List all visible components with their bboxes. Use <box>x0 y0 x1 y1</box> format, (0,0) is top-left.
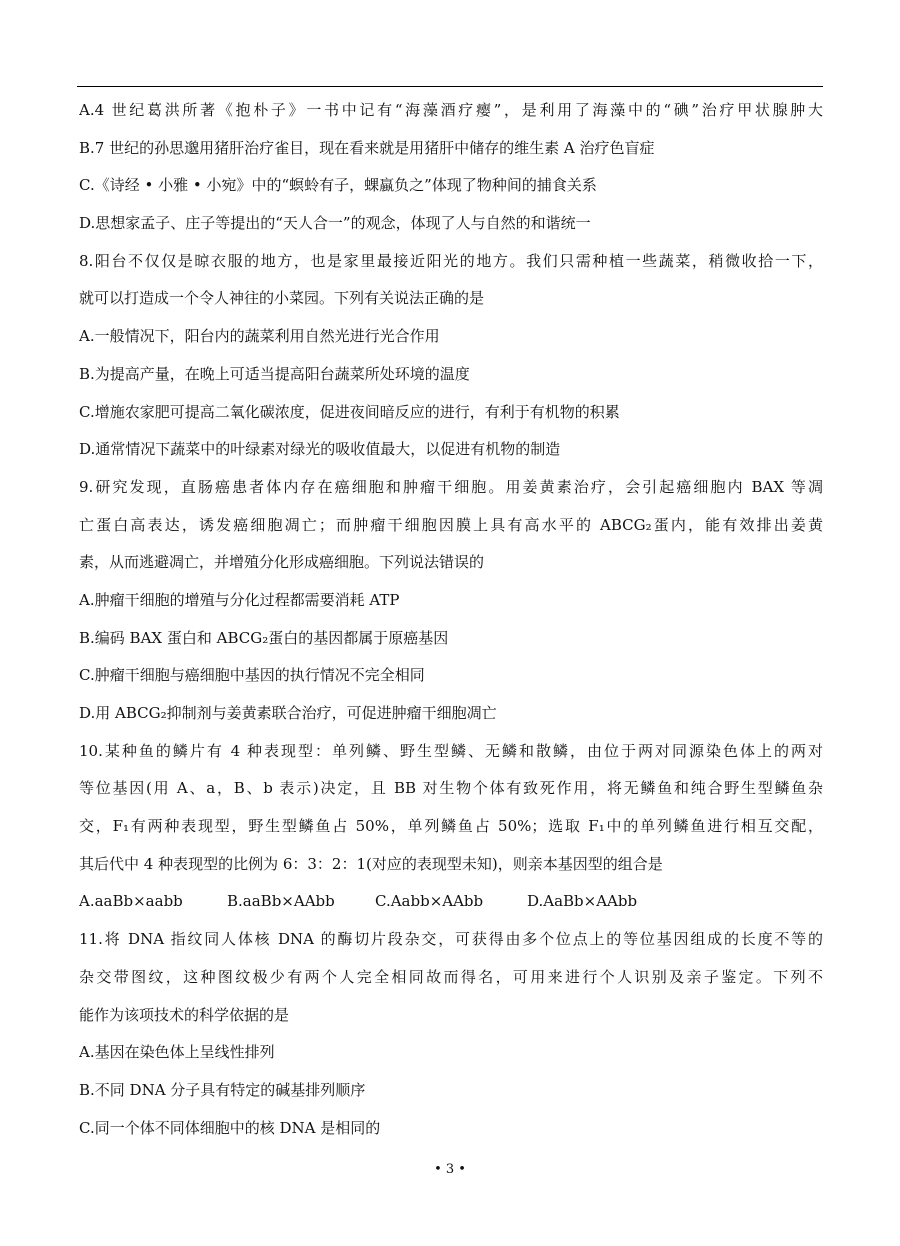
text-line: C.《诗经 • 小雅 • 小宛》中的“螟蛉有子，蜾蠃负之”体现了物种间的捕食关系 <box>79 176 597 195</box>
text-block-questions <box>79 92 823 883</box>
text-line: D.用 ABCG₂抑制剂与姜黄素联合治疗，可促进肿瘤干细胞凋亡 <box>79 704 497 722</box>
text-line: 能作为该项技术的科学依据的是 <box>79 1005 290 1024</box>
text-line: B.编码 BAX 蛋白和 ABCG₂蛋白的基因都属于原癌基因 <box>79 628 449 647</box>
answer-options-q10 <box>79 883 823 921</box>
option-a: A.aaBb×aabb <box>79 892 183 911</box>
text-line: 亡蛋白高表达，诱发癌细胞凋亡；而肿瘤干细胞因膜上具有高水平的 ABCG₂蛋内，能有效排出姜黄 <box>79 515 823 534</box>
text-line: 杂交带图纹，这种图纹极少有两个人完全相同故而得名，可用来进行个人识别及亲子鉴定。下列不 <box>79 967 823 986</box>
page-number: • 3 • <box>434 1162 466 1177</box>
text-line: B.为提高产量，在晚上可适当提高阳台蔬菜所处环境的温度 <box>79 364 470 383</box>
text-line: 其后代中 4 种表现型的比例为 6：3：2：1(对应的表现型未知)，则亲本基因型的组合是 <box>79 854 663 873</box>
text-block-question-11 <box>79 921 823 1147</box>
text-line: B.7 世纪的孙思邈用猪肝治疗雀目，现在看来就是用猪肝中储存的维生素 A 治疗色盲症 <box>79 138 655 157</box>
option-c: C.Aabb×AAbb <box>375 892 484 911</box>
text-line: A.肿瘤干细胞的增殖与分化过程都需要消耗 ATP <box>79 590 400 609</box>
text-line: C.肿瘤干细胞与癌细胞中基因的执行情况不完全相同 <box>79 666 425 685</box>
text-line: 交，F₁有两种表现型，野生型鳞鱼占 50%，单列鳞鱼占 50%；选取 F₁中的单列鳞鱼进行相互交配， <box>79 817 823 836</box>
text-line: D.通常情况下蔬菜中的叶绿素对绿光的吸收值最大，以促进有机物的制造 <box>79 440 561 459</box>
text-line: C.同一个体不同体细胞中的核 DNA 是相同的 <box>79 1118 381 1137</box>
header-rule <box>77 86 823 87</box>
text-line: 9.研究发现，直肠癌患者体内存在癌细胞和肿瘤干细胞。用姜黄素治疗，会引起癌细胞内 BAX 等凋 <box>79 477 823 496</box>
text-line: B.不同 DNA 分子具有特定的碱基排列顺序 <box>79 1080 366 1099</box>
document-body <box>79 92 823 1147</box>
option-d: D.AaBb×AAbb <box>527 892 638 911</box>
text-line: 11.将 DNA 指纹同人体核 DNA 的酶切片段杂交，可获得由多个位点上的等位基因组成的长度不等的 <box>79 930 823 949</box>
text-line: 10.某种鱼的鳞片有 4 种表现型：单列鳞、野生型鳞、无鳞和散鳞，由位于两对同源染色体上的两对 <box>79 741 823 760</box>
text-line: 就可以打造成一个令人神往的小菜园。下列有关说法正确的是 <box>79 289 485 308</box>
text-line: A.一般情况下，阳台内的蔬菜利用自然光进行光合作用 <box>79 327 440 346</box>
text-line: 等位基因(用 A、a，B、b 表示)决定，且 BB 对生物个体有致死作用，将无鳞鱼和纯合野生型鳞鱼杂 <box>79 779 823 798</box>
option-b: B.aaBb×AAbb <box>227 892 335 911</box>
text-line: C.增施农家肥可提高二氧化碳浓度，促进夜间暗反应的进行，有利于有机物的积累 <box>79 402 620 421</box>
text-line: 素，从而逃避凋亡，并增殖分化形成癌细胞。下列说法错误的 <box>79 553 485 572</box>
text-line: A.4 世纪葛洪所著《抱朴子》一书中记有“海藻酒疗瘿”，是利用了海藻中的“碘”治疗甲状腺肿大 <box>79 101 823 119</box>
text-line: A.基因在染色体上呈线性排列 <box>79 1043 275 1062</box>
text-line: D.思想家孟子、庄子等提出的“天人合一”的观念，体现了人与自然的和谐统一 <box>79 214 591 233</box>
text-line: 8.阳台不仅仅是晾衣服的地方，也是家里最接近阳光的地方。我们只需种植一些蔬菜，稍微收拾一下， <box>79 251 823 270</box>
